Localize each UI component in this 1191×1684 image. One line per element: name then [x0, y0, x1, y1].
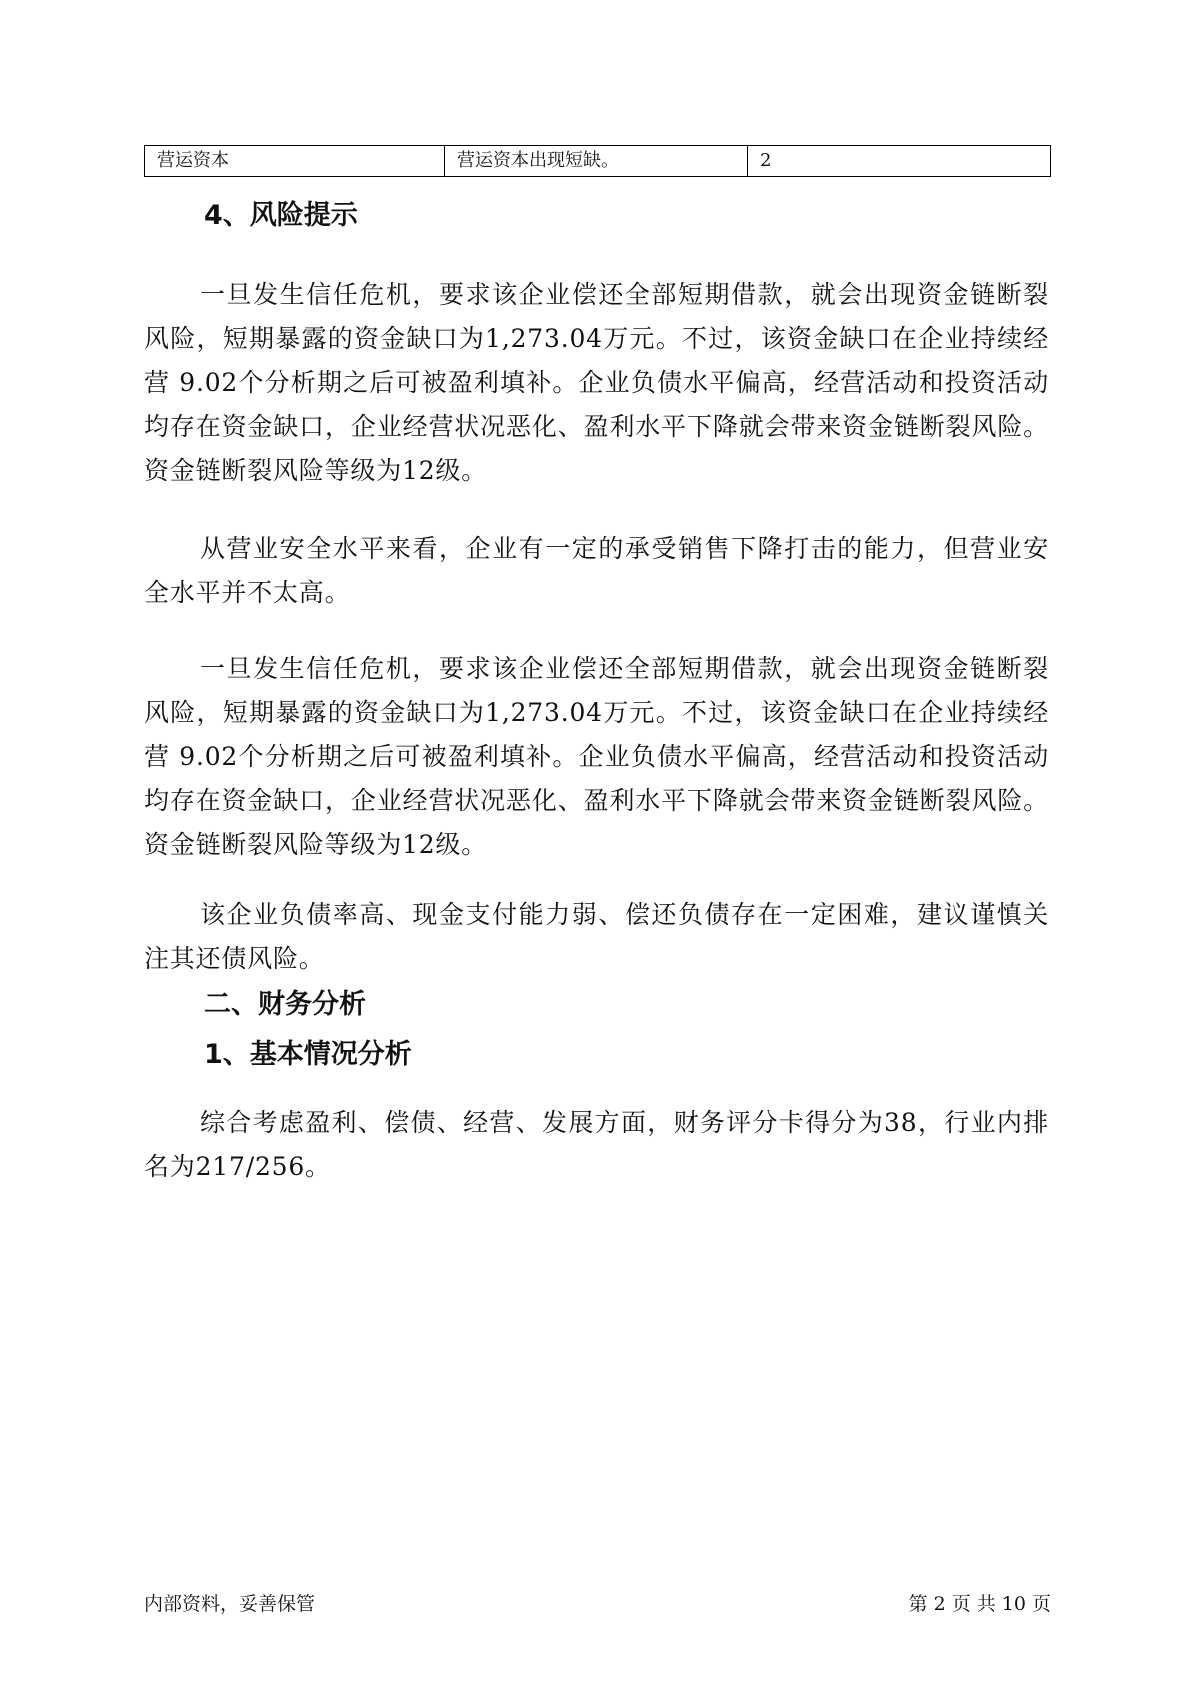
table-cell-value: 2	[748, 146, 1051, 177]
table-cell-item: 营运资本	[145, 146, 445, 177]
paragraph-risk-1: 一旦发生信任危机，要求该企业偿还全部短期借款，就会出现资金链断裂风险，短期暴露的资金缺口为1,273.04万元。不过，该资金缺口在企业持续经营 9.02个分析期之后可被盈利填补。企业负债水平偏高，经营活动和投资活动均存在资金缺口，企业经营状况恶化、盈利水平下降就会带来资金链断裂风险。资金链断裂风险等级为12级。	[144, 280, 1049, 485]
footer-confidential-note: 内部资料，妥善保管	[144, 1593, 316, 1615]
subsection-heading-basic: 1、基本情况分析	[204, 1039, 412, 1070]
table-row	[145, 146, 1051, 177]
section-heading-risk: 4、风险提示	[204, 200, 358, 231]
table-cell-description: 营运资本出现短缺。	[445, 146, 748, 177]
paragraph-risk-4: 该企业负债率高、现金支付能力弱、偿还负债存在一定困难，建议谨慎关注其还债风险。	[144, 900, 1049, 973]
footer-page-number: 第 2 页 共 10 页	[908, 1593, 1051, 1615]
paragraph-risk-3: 一旦发生信任危机，要求该企业偿还全部短期借款，就会出现资金链断裂风险，短期暴露的资金缺口为1,273.04万元。不过，该资金缺口在企业持续经营 9.02个分析期之后可被盈利填补。企业负债水平偏高，经营活动和投资活动均存在资金缺口，企业经营状况恶化、盈利水平下降就会带来资金链断裂风险。资金链断裂风险等级为12级。	[144, 654, 1049, 859]
paragraph-risk-2: 从营业安全水平来看，企业有一定的承受销售下降打击的能力，但营业安全水平并不太高。	[144, 534, 1049, 607]
risk-table	[144, 145, 1051, 177]
section-heading-finance: 二、财务分析	[204, 989, 366, 1020]
paragraph-finance-1: 综合考虑盈利、偿债、经营、发展方面，财务评分卡得分为38，行业内排名为217/256。	[144, 1108, 1049, 1181]
